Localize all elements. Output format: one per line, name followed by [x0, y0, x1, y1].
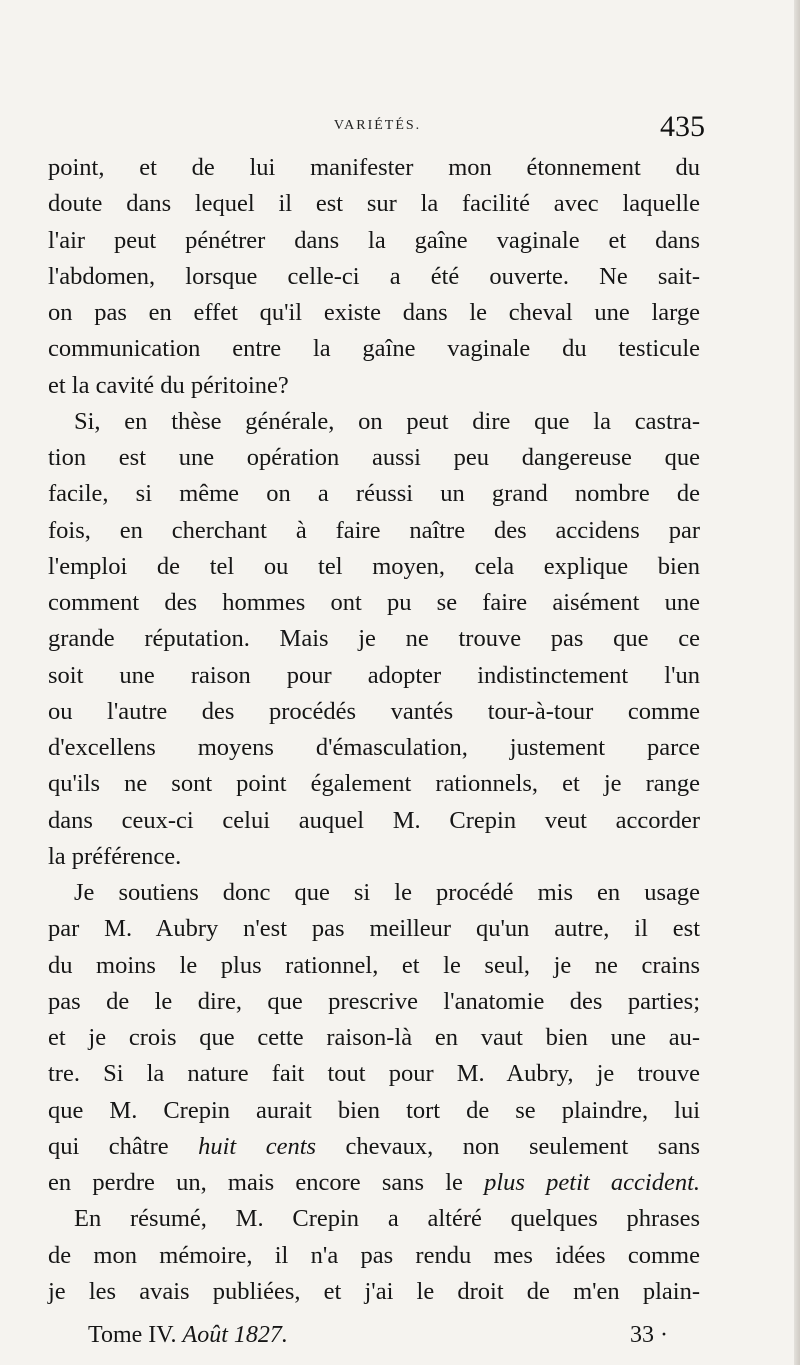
text-line: du moins le plus rationnel, et le seul, je ne crains: [48, 951, 700, 979]
text-line: [48, 1165, 700, 1201]
text-line: ou l'autre des procédés vantés tour-à-tour comme: [48, 697, 700, 725]
footer-imprint: [88, 1322, 288, 1349]
text-line: dans ceux-ci celui auquel M. Crepin veut accorder: [48, 806, 700, 834]
text-line: grande réputation. Mais je ne trouve pas que ce: [48, 625, 700, 653]
footer-date: Août 1827.: [182, 1322, 288, 1348]
text-line: facile, si même on a réussi un grand nombre de: [48, 480, 700, 508]
page-body-text: [48, 150, 700, 1310]
page-header: [50, 110, 705, 146]
page-gutter: [794, 0, 800, 1365]
text-run: en perdre un, mais encore sans le: [48, 1169, 485, 1196]
text-line: communication entre la gaîne vaginale du testicule: [48, 335, 700, 363]
text-line: Je soutiens donc que si le procédé mis en usage: [74, 879, 700, 906]
text-line: la préférence.: [48, 842, 182, 870]
italic-run: plus petit accident.: [484, 1169, 700, 1196]
text-line: Si, en thèse générale, on peut dire que la castra-: [74, 407, 700, 435]
text-line: tion est une opération aussi peu dangereuse que: [48, 444, 700, 471]
text-line: et je crois que cette raison-là en vaut bien une au-: [48, 1024, 700, 1051]
footer-tome: Tome IV.: [88, 1322, 177, 1348]
text-line: doute dans lequel il est sur la facilité avec laquelle: [48, 190, 700, 218]
text-run: chevaux, non seulement sans: [316, 1132, 700, 1160]
text-line: l'air peut pénétrer dans la gaîne vaginale et dans: [48, 226, 700, 254]
text-line: soit une raison pour adopter indistinctement l'un: [48, 661, 700, 689]
running-head: VARIÉTÉS.: [333, 118, 422, 133]
italic-run: huit cents: [198, 1132, 317, 1160]
text-line: par M. Aubry n'est pas meilleur qu'un autre, il est: [48, 915, 700, 943]
text-line: pas de le dire, que prescrive l'anatomie des parties;: [48, 987, 700, 1015]
text-line: tre. Si la nature fait tout pour M. Aubry, je trouve: [48, 1060, 700, 1088]
signature-mark: 33 ·: [630, 1322, 668, 1348]
text-line: comment des hommes ont pu se faire aisément une: [48, 589, 700, 616]
text-line: je les avais publiées, et j'ai le droit de m'en plain-: [48, 1277, 700, 1305]
text-line: que M. Crepin aurait bien tort de se plaindre, lui: [48, 1096, 700, 1124]
text-run: qui châtre: [48, 1132, 199, 1160]
text-line: on pas en effet qu'il existe dans le cheval une large: [48, 299, 700, 326]
text-line: l'emploi de tel ou tel moyen, cela explique bien: [48, 552, 700, 580]
page-number: 435: [660, 110, 705, 143]
text-line: [48, 1129, 700, 1165]
text-line: de mon mémoire, il n'a pas rendu mes idées comme: [48, 1241, 700, 1269]
page-footer: [88, 1322, 668, 1358]
text-line: qu'ils ne sont point également rationnels, et je range: [48, 770, 700, 798]
text-line: et la cavité du péritoine?: [48, 371, 289, 399]
text-line: l'abdomen, lorsque celle-ci a été ouverte. Ne sait-: [48, 262, 700, 290]
text-line: point, et de lui manifester mon étonnement du: [48, 154, 700, 181]
text-line: En résumé, M. Crepin a altéré quelques phrases: [74, 1205, 700, 1233]
text-line: d'excellens moyens d'émasculation, justement parce: [48, 734, 700, 761]
text-line: fois, en cherchant à faire naître des accidens par: [48, 516, 700, 544]
